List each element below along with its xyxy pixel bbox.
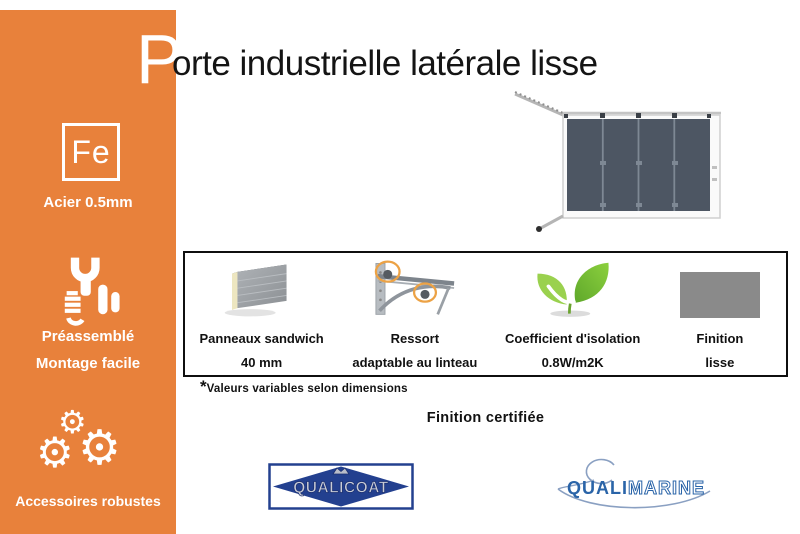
assembly-label-2: Montage facile [35,355,141,372]
certification-heading: Finition certifiée [426,410,545,426]
sandwich-panel-icon [185,258,338,322]
feature-title: Panneaux sandwich [199,331,324,346]
footnote-star: * [200,377,207,396]
feature-finition [654,258,786,375]
leaves-icon [492,258,654,322]
door-illustration [505,88,725,236]
page-title: orte industrielle latérale lisse [172,44,598,83]
qualicoat-logo [268,463,414,510]
finish-swatch [654,258,786,322]
feature-title: Coefficient d'isolation [505,331,641,346]
fe-symbol: Fe [71,133,111,170]
svg-text:QUALIMARINE [567,478,705,498]
qualimarine-text-solid: QUALI [567,478,628,498]
spring-icon [338,258,491,322]
tools-icon [46,253,130,331]
feature-title: Ressort [390,331,440,346]
gear-icon-large: ⚙ [78,420,122,476]
assembly-label-1: Préassemblé [41,328,135,345]
page-title-initial: P [136,20,183,98]
feature-subtitle: 40 mm [241,355,283,370]
feature-ressort [338,258,491,375]
features-box [183,251,788,377]
feature-subtitle: 0.8W/m2K [541,355,604,370]
feature-subtitle: adaptable au linteau [352,355,478,370]
footnote-text: Valeurs variables selon dimensions [206,383,408,395]
feature-title: Finition [696,331,744,346]
feature-isolation [492,258,654,375]
qualimarine-text-outline: MARINE [628,478,705,498]
footnote [200,378,408,395]
gear-icon-medium: ⚙ [36,428,74,477]
feature-subtitle: lisse [705,355,735,370]
accessories-label: Accessoires robustes [15,493,161,509]
gear-icon-small: ⚙ [58,403,87,441]
qualicoat-text: QUALICOAT [293,479,389,497]
fe-steel-icon [62,123,120,181]
qualimarine-logo [550,456,718,514]
steel-label: Acier 0.5mm [43,194,133,211]
feature-panneaux [185,258,338,375]
